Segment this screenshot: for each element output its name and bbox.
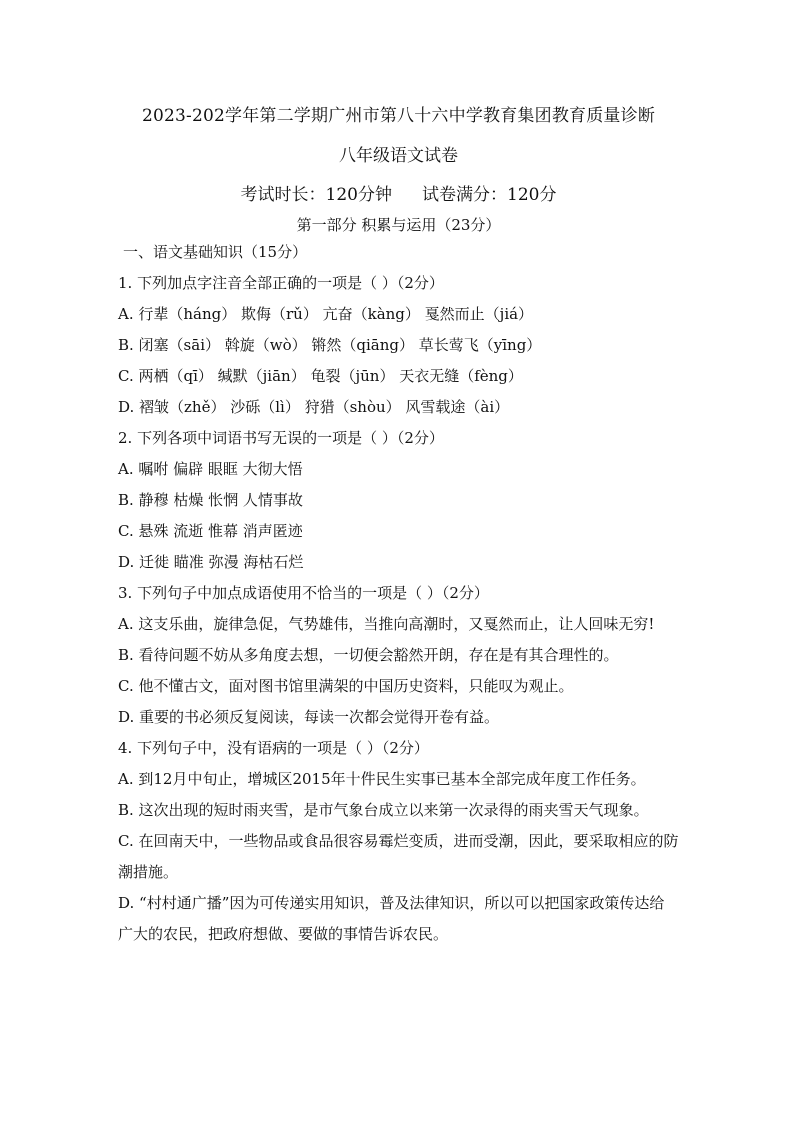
exam-full-score: 试卷满分：120分 (422, 185, 557, 205)
exam-duration: 考试时长：120分钟 (240, 185, 392, 205)
question-2-option-c: C. 悬殊 流逝 惟幕 消声匿迹 (118, 522, 303, 540)
exam-title: 2023-202学年第二学期广州市第八十六中学教育集团教育质量诊断 (141, 106, 656, 126)
question-3-option-d: D. 重要的书必须反复阅读，每读一次都会觉得开卷有益。 (118, 708, 500, 726)
question-1-option-c: C. 两栖（qī） 缄默（jiān） 龟裂（jūn） 天衣无缝（fèng） (118, 367, 523, 385)
exam-subtitle: 八年级语文试卷 (339, 146, 458, 166)
question-3-stem: 3. 下列句子中加点成语使用不恰当的一项是（ ）（2分） (118, 584, 489, 602)
question-2-stem: 2. 下列各项中词语书写无误的一项是（ ）（2分） (118, 429, 444, 447)
question-2-option-d: D. 迁徙 瞄准 弥漫 海枯石烂 (118, 553, 304, 571)
question-1-option-b: B. 闭塞（sāi） 斡旋（wò） 锵然（qiāng） 草长莺飞（yīng） (118, 336, 542, 354)
exam-info (118, 183, 679, 207)
question-3-option-a: A. 这支乐曲，旋律急促，气势雄伟，当推向高潮时，又戛然而止，让人回味无穷! (118, 615, 655, 633)
question-4-option-b: B. 这次出现的短时雨夹雪，是市气象台成立以来第一次录得的雨夹雪天气现象。 (118, 801, 649, 819)
question-1-option-a: A. 行辈（háng） 欺侮（rǔ） 亢奋（kàng） 戛然而止（jiá） (118, 305, 534, 323)
section-title: 一、语文基础知识（15分） (123, 243, 308, 261)
question-3-option-b: B. 看待问题不妨从多角度去想，一切便会豁然开朗，存在是有其合理性的。 (118, 646, 619, 664)
part-title: 第一部分 积累与运用（23分） (296, 216, 501, 234)
question-4-stem: 4. 下列句子中，没有语病的一项是（ ）（2分） (118, 739, 429, 757)
question-1-stem: 1. 下列加点字注音全部正确的一项是（ ）（2分） (118, 274, 444, 292)
question-4-option-a: A. 到12月中旬止，增城区2015年十件民生实事已基本全部完成年度工作任务。 (118, 770, 646, 788)
question-4-option-d: D. “村村通广播”因为可传递实用知识，普及法律知识，所以可以把国家政策传达给广大的农民，把政府想做、要做的事情告诉农民。 (118, 894, 665, 943)
question-2-option-a: A. 嘱咐 偏辟 眼眶 大彻大悟 (118, 460, 303, 478)
question-4-option-c: C. 在回南天中，一些物品或食品很容易霉烂变质，进而受潮，因此，要采取相应的防潮措施。 (118, 832, 679, 881)
question-2-option-b: B. 静穆 枯燥 怅惘 人情事故 (118, 491, 303, 509)
question-3-option-c: C. 他不懂古文，面对图书馆里满架的中国历史资料，只能叹为观止。 (118, 677, 574, 695)
question-1-option-d: D. 褶皱（zhě） 沙砾（lì） 狩猎（shòu） 风雪载途（ài） (118, 398, 510, 416)
